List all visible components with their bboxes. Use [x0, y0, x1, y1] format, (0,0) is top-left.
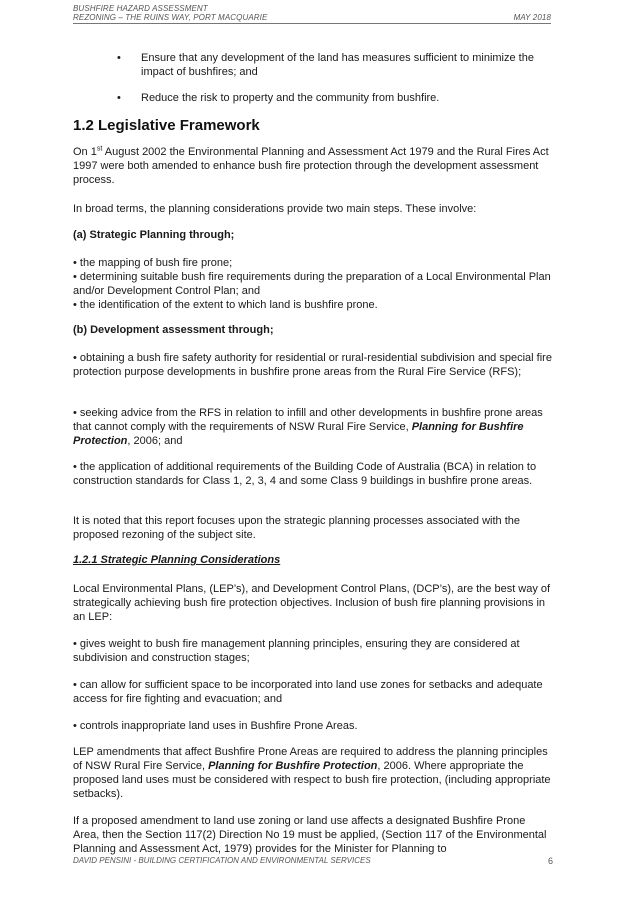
subheading: (a) Strategic Planning through; [73, 229, 235, 241]
list-item: • seeking advice from the RFS in relation to infill and other developments in bushfire prone areas that cannot comply with the requirements of NSW Rural Fire Service, Planning for Bushfire Protection, 2006; and [73, 407, 543, 447]
header-subtitle [73, 13, 551, 22]
paragraph: Local Environmental Plans, (LEP’s), and Development Control Plans, (DCP’s), are the best way of strategically achieving bush fire protection objectives. Inclusion of bush fire planning provisions in an LEP: [73, 583, 551, 623]
footer [73, 856, 553, 865]
bullet-symbol: • [117, 92, 121, 104]
subsection-heading: 1.2.1 Strategic Planning Considerations [73, 554, 281, 566]
header-title: BUSHFIRE HAZARD ASSESSMENT [73, 4, 208, 13]
page-number: 6 [547, 856, 553, 866]
header-divider [73, 23, 551, 24]
list-item: • controls inappropriate land uses in Bushfire Prone Areas. [73, 720, 358, 732]
paragraph: It is noted that this report focuses upon the strategic planning processes associated with the proposed rezoning of the subject site. [73, 515, 520, 541]
header-date: MAY 2018 [513, 13, 551, 22]
subheading: (b) Development assessment through; [73, 324, 274, 336]
bullet-item: Ensure that any development of the land has measures sufficient to minimize the impact of bushfires; and [141, 52, 534, 78]
footer-company: DAVID PENSINI - BUILDING CERTIFICATION AND ENVIRONMENTAL SERVICES [73, 856, 371, 865]
paragraph: On 1st August 2002 the Environmental Planning and Assessment Act 1979 and the Rural Fires Act 1997 were both amended to enhance bush fire protection through the development assessment process. [73, 145, 549, 186]
list-item: • the identification of the extent to which land is bushfire prone. [73, 299, 378, 311]
list-item: • gives weight to bush fire management planning principles, ensuring they are considered at subdivision and construction stages; [73, 638, 520, 664]
paragraph: If a proposed amendment to land use zoning or land use affects a designated Bushfire Prone Area, then the Section 117(2) Direction No 19 must be applied, (Section 117 of the Environmental Planning and Assessment Act, 1979) provides for the Minister for Planning to [73, 815, 547, 855]
bullet-symbol: • [117, 52, 121, 64]
list-item: • the mapping of bush fire prone; [73, 257, 233, 269]
header-project: REZONING – THE RUINS WAY, PORT MACQUARIE [73, 13, 268, 22]
paragraph: In broad terms, the planning considerations provide two main steps. These involve: [73, 203, 477, 215]
paragraph: LEP amendments that affect Bushfire Prone Areas are required to address the planning principles of NSW Rural Fire Service, Planning for Bushfire Protection, 2006. Where appropriate the proposed land uses must be considered with respect to bush fire protection, (including appropriate setbacks). [73, 746, 551, 800]
list-item: • obtaining a bush fire safety authority for residential or rural-residential subdivision and special fire protection purpose developments in bushfire prone areas from the Rural Fire Service (RFS); [73, 352, 552, 378]
list-item: • determining suitable bush fire requirements during the preparation of a Local Environmental Plan and/or Development Control Plan; and [73, 271, 551, 297]
list-item: • the application of additional requirements of the Building Code of Australia (BCA) in relation to construction standards for Class 1, 2, 3, 4 and some Class 9 buildings in bushfire prone areas. [73, 461, 537, 487]
bullet-item: Reduce the risk to property and the community from bushfire. [141, 92, 440, 104]
section-heading: 1.2 Legislative Framework [73, 117, 260, 134]
list-item: • can allow for sufficient space to be incorporated into land use zones for setbacks and adequate access for fire fighting and evacuation; and [73, 679, 543, 705]
